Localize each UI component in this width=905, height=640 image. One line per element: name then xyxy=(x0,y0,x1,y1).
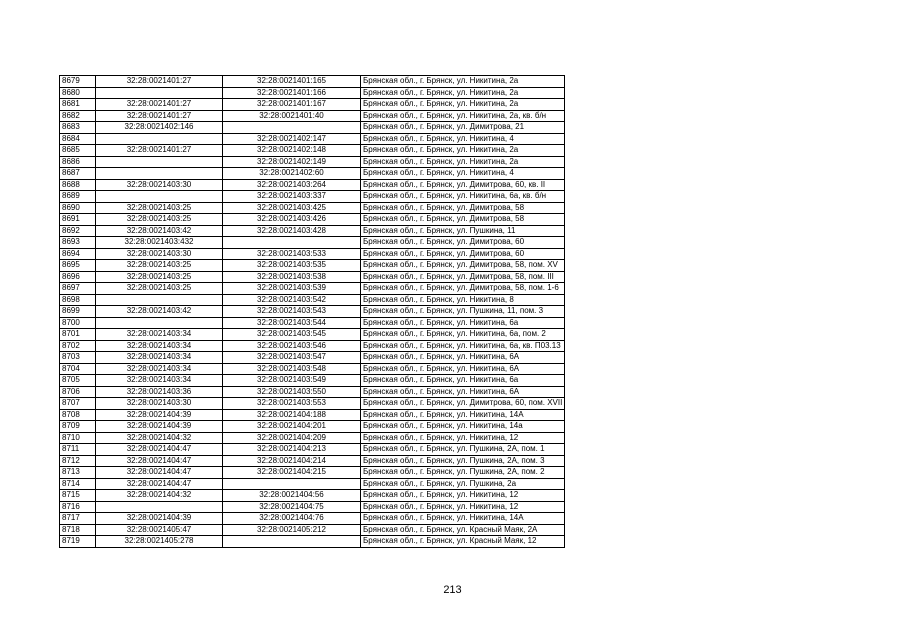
table-row xyxy=(60,122,565,134)
row-number-cell: 8702 xyxy=(60,340,96,352)
address-cell: Брянская обл., г. Брянск, ул. Никитина, 12 xyxy=(361,490,565,502)
address-cell: Брянская обл., г. Брянск, ул. Пушкина, 11 xyxy=(361,225,565,237)
object-number-cell: 32:28:0021404:209 xyxy=(223,432,361,444)
address-cell: Брянская обл., г. Брянск, ул. Пушкина, 11, пом. 3 xyxy=(361,306,565,318)
object-number-cell: 32:28:0021404:213 xyxy=(223,444,361,456)
row-number-cell: 8708 xyxy=(60,409,96,421)
row-number-cell: 8683 xyxy=(60,122,96,134)
row-number-cell: 8688 xyxy=(60,179,96,191)
parcel-number-cell: 32:28:0021404:47 xyxy=(96,467,223,479)
table-row xyxy=(60,179,565,191)
table-row xyxy=(60,317,565,329)
row-number-cell: 8692 xyxy=(60,225,96,237)
table-body xyxy=(60,76,565,548)
row-number-cell: 8703 xyxy=(60,352,96,364)
row-number-cell: 8700 xyxy=(60,317,96,329)
address-cell: Брянская обл., г. Брянск, ул. Никитина, 2а xyxy=(361,76,565,88)
parcel-number-cell xyxy=(96,317,223,329)
row-number-cell: 8684 xyxy=(60,133,96,145)
address-cell: Брянская обл., г. Брянск, ул. Никитина, 14А xyxy=(361,409,565,421)
address-cell: Брянская обл., г. Брянск, ул. Никитина, 2а, кв. б/н xyxy=(361,110,565,122)
table-row xyxy=(60,248,565,260)
parcel-number-cell: 32:28:0021403:34 xyxy=(96,352,223,364)
address-cell: Брянская обл., г. Брянск, ул. Димитрова, 58, пом. XV xyxy=(361,260,565,272)
object-number-cell: 32:28:0021403:550 xyxy=(223,386,361,398)
row-number-cell: 8706 xyxy=(60,386,96,398)
parcel-number-cell xyxy=(96,501,223,513)
table-row xyxy=(60,191,565,203)
parcel-number-cell: 32:28:0021403:25 xyxy=(96,283,223,295)
table-row xyxy=(60,490,565,502)
row-number-cell: 8704 xyxy=(60,363,96,375)
object-number-cell: 32:28:0021404:56 xyxy=(223,490,361,502)
address-cell: Брянская обл., г. Брянск, ул. Пушкина, 2А, пом. 2 xyxy=(361,467,565,479)
parcel-number-cell: 32:28:0021403:25 xyxy=(96,202,223,214)
parcel-number-cell xyxy=(96,87,223,99)
address-cell: Брянская обл., г. Брянск, ул. Никитина, 14А xyxy=(361,513,565,525)
address-cell: Брянская обл., г. Брянск, ул. Димитрова, 60 xyxy=(361,237,565,249)
object-number-cell: 32:28:0021403:426 xyxy=(223,214,361,226)
address-cell: Брянская обл., г. Брянск, ул. Никитина, 2а xyxy=(361,145,565,157)
row-number-cell: 8699 xyxy=(60,306,96,318)
object-number-cell: 32:28:0021403:548 xyxy=(223,363,361,375)
row-number-cell: 8716 xyxy=(60,501,96,513)
table-row xyxy=(60,432,565,444)
address-cell: Брянская обл., г. Брянск, ул. Никитина, 6а, кв. П03.13 xyxy=(361,340,565,352)
row-number-cell: 8712 xyxy=(60,455,96,467)
object-number-cell: 32:28:0021403:553 xyxy=(223,398,361,410)
parcel-number-cell: 32:28:0021404:32 xyxy=(96,432,223,444)
table-row xyxy=(60,340,565,352)
row-number-cell: 8689 xyxy=(60,191,96,203)
object-number-cell xyxy=(223,122,361,134)
parcel-number-cell xyxy=(96,294,223,306)
object-number-cell: 32:28:0021402:147 xyxy=(223,133,361,145)
address-cell: Брянская обл., г. Брянск, ул. Димитрова, 60 xyxy=(361,248,565,260)
parcel-number-cell: 32:28:0021403:34 xyxy=(96,363,223,375)
parcel-number-cell: 32:28:0021405:278 xyxy=(96,536,223,548)
parcel-number-cell: 32:28:0021403:34 xyxy=(96,340,223,352)
row-number-cell: 8701 xyxy=(60,329,96,341)
object-number-cell xyxy=(223,478,361,490)
row-number-cell: 8705 xyxy=(60,375,96,387)
row-number-cell: 8713 xyxy=(60,467,96,479)
table-row xyxy=(60,363,565,375)
parcel-number-cell xyxy=(96,133,223,145)
table-row xyxy=(60,455,565,467)
parcel-number-cell: 32:28:0021403:30 xyxy=(96,248,223,260)
object-number-cell: 32:28:0021402:60 xyxy=(223,168,361,180)
object-number-cell: 32:28:0021401:167 xyxy=(223,99,361,111)
row-number-cell: 8697 xyxy=(60,283,96,295)
address-cell: Брянская обл., г. Брянск, ул. Никитина, 6А xyxy=(361,363,565,375)
address-cell: Брянская обл., г. Брянск, ул. Никитина, 8 xyxy=(361,294,565,306)
object-number-cell: 32:28:0021403:533 xyxy=(223,248,361,260)
object-number-cell: 32:28:0021403:547 xyxy=(223,352,361,364)
row-number-cell: 8681 xyxy=(60,99,96,111)
object-number-cell: 32:28:0021402:148 xyxy=(223,145,361,157)
parcel-number-cell: 32:28:0021404:47 xyxy=(96,478,223,490)
table-row xyxy=(60,444,565,456)
table-row xyxy=(60,386,565,398)
table-row xyxy=(60,76,565,88)
object-number-cell: 32:28:0021403:264 xyxy=(223,179,361,191)
table-row xyxy=(60,375,565,387)
address-cell: Брянская обл., г. Брянск, ул. Никитина, 6а xyxy=(361,375,565,387)
object-number-cell: 32:28:0021403:535 xyxy=(223,260,361,272)
object-number-cell: 32:28:0021404:215 xyxy=(223,467,361,479)
parcel-number-cell: 32:28:0021403:25 xyxy=(96,214,223,226)
address-cell: Брянская обл., г. Брянск, ул. Никитина, 6а, кв. б/н xyxy=(361,191,565,203)
row-number-cell: 8682 xyxy=(60,110,96,122)
parcel-number-cell: 32:28:0021404:39 xyxy=(96,421,223,433)
address-cell: Брянская обл., г. Брянск, ул. Никитина, 2а xyxy=(361,87,565,99)
table-row xyxy=(60,409,565,421)
table-row xyxy=(60,110,565,122)
parcel-number-cell: 32:28:0021403:25 xyxy=(96,271,223,283)
parcel-number-cell xyxy=(96,191,223,203)
address-cell: Брянская обл., г. Брянск, ул. Димитрова, 58 xyxy=(361,202,565,214)
row-number-cell: 8685 xyxy=(60,145,96,157)
parcel-number-cell: 32:28:0021403:42 xyxy=(96,225,223,237)
row-number-cell: 8718 xyxy=(60,524,96,536)
parcel-number-cell: 32:28:0021403:30 xyxy=(96,398,223,410)
object-number-cell: 32:28:0021401:166 xyxy=(223,87,361,99)
object-number-cell: 32:28:0021403:544 xyxy=(223,317,361,329)
object-number-cell: 32:28:0021404:201 xyxy=(223,421,361,433)
parcel-number-cell: 32:28:0021403:34 xyxy=(96,375,223,387)
table-row xyxy=(60,329,565,341)
table-row xyxy=(60,536,565,548)
parcel-number-cell xyxy=(96,168,223,180)
table-row xyxy=(60,524,565,536)
row-number-cell: 8710 xyxy=(60,432,96,444)
address-cell: Брянская обл., г. Брянск, ул. Димитрова, 58, пом. 1-6 xyxy=(361,283,565,295)
table-row xyxy=(60,478,565,490)
table-row xyxy=(60,306,565,318)
object-number-cell: 32:28:0021403:543 xyxy=(223,306,361,318)
row-number-cell: 8693 xyxy=(60,237,96,249)
address-cell: Брянская обл., г. Брянск, ул. Красный Маяк, 2А xyxy=(361,524,565,536)
object-number-cell: 32:28:0021403:542 xyxy=(223,294,361,306)
address-cell: Брянская обл., г. Брянск, ул. Димитрова, 58 xyxy=(361,214,565,226)
row-number-cell: 8707 xyxy=(60,398,96,410)
table-row xyxy=(60,352,565,364)
object-number-cell: 32:28:0021405:212 xyxy=(223,524,361,536)
row-number-cell: 8698 xyxy=(60,294,96,306)
row-number-cell: 8679 xyxy=(60,76,96,88)
address-cell: Брянская обл., г. Брянск, ул. Никитина, 4 xyxy=(361,133,565,145)
table-row xyxy=(60,294,565,306)
parcel-number-cell: 32:28:0021403:432 xyxy=(96,237,223,249)
table-row xyxy=(60,398,565,410)
object-number-cell: 32:28:0021403:545 xyxy=(223,329,361,341)
address-cell: Брянская обл., г. Брянск, ул. Димитрова, 60, пом. XVII xyxy=(361,398,565,410)
page-number: 213 xyxy=(443,584,462,596)
address-cell: Брянская обл., г. Брянск, ул. Никитина, 6А xyxy=(361,386,565,398)
object-number-cell: 32:28:0021403:539 xyxy=(223,283,361,295)
table-row xyxy=(60,283,565,295)
row-number-cell: 8680 xyxy=(60,87,96,99)
parcel-number-cell: 32:28:0021402:146 xyxy=(96,122,223,134)
parcel-number-cell: 32:28:0021404:47 xyxy=(96,444,223,456)
row-number-cell: 8714 xyxy=(60,478,96,490)
address-cell: Брянская обл., г. Брянск, ул. Никитина, 2а xyxy=(361,156,565,168)
object-number-cell: 32:28:0021404:76 xyxy=(223,513,361,525)
object-number-cell: 32:28:0021403:546 xyxy=(223,340,361,352)
address-cell: Брянская обл., г. Брянск, ул. Никитина, 2а xyxy=(361,99,565,111)
table-row xyxy=(60,145,565,157)
address-cell: Брянская обл., г. Брянск, ул. Никитина, 4 xyxy=(361,168,565,180)
table-row xyxy=(60,87,565,99)
row-number-cell: 8695 xyxy=(60,260,96,272)
object-number-cell: 32:28:0021404:188 xyxy=(223,409,361,421)
parcel-number-cell: 32:28:0021403:25 xyxy=(96,260,223,272)
parcel-number-cell: 32:28:0021401:27 xyxy=(96,99,223,111)
address-cell: Брянская обл., г. Брянск, ул. Никитина, 6а xyxy=(361,317,565,329)
row-number-cell: 8686 xyxy=(60,156,96,168)
parcel-number-cell: 32:28:0021403:36 xyxy=(96,386,223,398)
table-row xyxy=(60,202,565,214)
table-row xyxy=(60,501,565,513)
address-cell: Брянская обл., г. Брянск, ул. Никитина, 6А xyxy=(361,352,565,364)
address-cell: Брянская обл., г. Брянск, ул. Никитина, 12 xyxy=(361,432,565,444)
row-number-cell: 8687 xyxy=(60,168,96,180)
address-cell: Брянская обл., г. Брянск, ул. Пушкина, 2а xyxy=(361,478,565,490)
parcel-number-cell: 32:28:0021404:39 xyxy=(96,409,223,421)
table-row xyxy=(60,271,565,283)
parcel-number-cell: 32:28:0021405:47 xyxy=(96,524,223,536)
address-cell: Брянская обл., г. Брянск, ул. Никитина, 14а xyxy=(361,421,565,433)
parcel-number-cell: 32:28:0021404:39 xyxy=(96,513,223,525)
table-row xyxy=(60,513,565,525)
row-number-cell: 8709 xyxy=(60,421,96,433)
table-row xyxy=(60,467,565,479)
address-cell: Брянская обл., г. Брянск, ул. Димитрова, 58, пом. III xyxy=(361,271,565,283)
table-row xyxy=(60,237,565,249)
object-number-cell: 32:28:0021404:75 xyxy=(223,501,361,513)
row-number-cell: 8696 xyxy=(60,271,96,283)
table-row xyxy=(60,168,565,180)
parcel-number-cell: 32:28:0021403:42 xyxy=(96,306,223,318)
row-number-cell: 8711 xyxy=(60,444,96,456)
table-row xyxy=(60,156,565,168)
parcel-number-cell xyxy=(96,156,223,168)
object-number-cell: 32:28:0021403:549 xyxy=(223,375,361,387)
object-number-cell: 32:28:0021404:214 xyxy=(223,455,361,467)
address-cell: Брянская обл., г. Брянск, ул. Красный Маяк, 12 xyxy=(361,536,565,548)
object-number-cell: 32:28:0021403:428 xyxy=(223,225,361,237)
object-number-cell: 32:28:0021403:425 xyxy=(223,202,361,214)
address-cell: Брянская обл., г. Брянск, ул. Никитина, 12 xyxy=(361,501,565,513)
row-number-cell: 8715 xyxy=(60,490,96,502)
parcel-number-cell: 32:28:0021404:32 xyxy=(96,490,223,502)
table-row xyxy=(60,99,565,111)
registry-table-container xyxy=(59,75,565,548)
address-cell: Брянская обл., г. Брянск, ул. Димитрова, 21 xyxy=(361,122,565,134)
table-row xyxy=(60,260,565,272)
object-number-cell: 32:28:0021402:149 xyxy=(223,156,361,168)
table-row xyxy=(60,421,565,433)
object-number-cell xyxy=(223,237,361,249)
parcel-number-cell: 32:28:0021401:27 xyxy=(96,76,223,88)
table-row xyxy=(60,225,565,237)
object-number-cell: 32:28:0021403:337 xyxy=(223,191,361,203)
parcel-number-cell: 32:28:0021404:47 xyxy=(96,455,223,467)
address-cell: Брянская обл., г. Брянск, ул. Пушкина, 2А, пом. 3 xyxy=(361,455,565,467)
row-number-cell: 8717 xyxy=(60,513,96,525)
object-number-cell: 32:28:0021401:40 xyxy=(223,110,361,122)
object-number-cell xyxy=(223,536,361,548)
table-row xyxy=(60,214,565,226)
row-number-cell: 8690 xyxy=(60,202,96,214)
table-row xyxy=(60,133,565,145)
object-number-cell: 32:28:0021401:165 xyxy=(223,76,361,88)
address-cell: Брянская обл., г. Брянск, ул. Димитрова, 60, кв. II xyxy=(361,179,565,191)
parcel-number-cell: 32:28:0021403:30 xyxy=(96,179,223,191)
object-number-cell: 32:28:0021403:538 xyxy=(223,271,361,283)
parcel-number-cell: 32:28:0021401:27 xyxy=(96,110,223,122)
address-cell: Брянская обл., г. Брянск, ул. Пушкина, 2А, пом. 1 xyxy=(361,444,565,456)
parcel-number-cell: 32:28:0021403:34 xyxy=(96,329,223,341)
cadastral-registry-table xyxy=(59,75,565,548)
address-cell: Брянская обл., г. Брянск, ул. Никитина, 6а, пом. 2 xyxy=(361,329,565,341)
row-number-cell: 8694 xyxy=(60,248,96,260)
row-number-cell: 8691 xyxy=(60,214,96,226)
row-number-cell: 8719 xyxy=(60,536,96,548)
parcel-number-cell: 32:28:0021401:27 xyxy=(96,145,223,157)
